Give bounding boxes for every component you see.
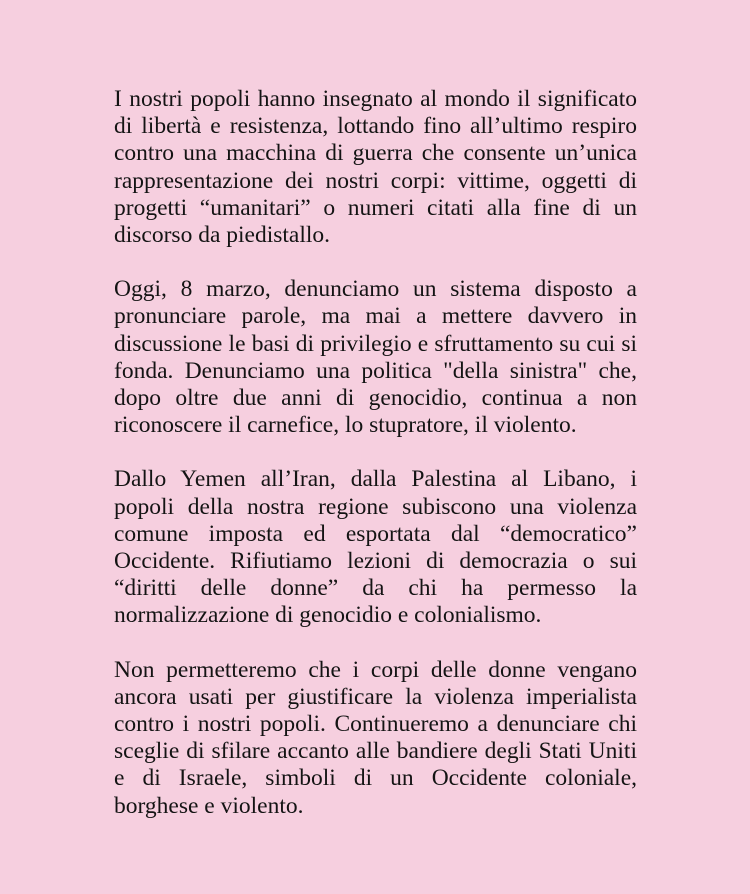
paragraph-3: Dallo Yemen all’Iran, dalla Palestina al Libano, i popoli della nostra regione subiscono una violenza comune imposta ed esportata dal “democratico” Occidente. Rifiutiamo lezioni di democrazia o sui “diritti delle donne” da chi ha permesso la normalizzazione di genocidio e colonialismo. — [114, 466, 637, 629]
paragraph-1: I nostri popoli hanno insegnato al mondo il significato di libertà e resistenza, lottando fino all’ultimo respiro contro una macchina di guerra che consente un’unica rappresentazione dei nostri corpi: vittime, oggetti di progetti “umanitari” o numeri citati alla fine di un discorso da piedistallo. — [114, 86, 637, 249]
statement-text — [114, 86, 637, 820]
paragraph-4: Non permetteremo che i corpi delle donne vengano ancora usati per giustificare la violenza imperialista contro i nostri popoli. Continueremo a denunciare chi sceglie di sfilare accanto alle bandiere degli Stati Uniti e di Israele, simboli di un Occidente coloniale, borghese e violento. — [114, 656, 637, 819]
paragraph-2: Oggi, 8 marzo, denunciamo un sistema disposto a pronunciare parole, ma mai a mettere davvero in discussione le basi di privilegio e sfruttamento su cui si fonda. Denunciamo una politica "della sinistra" che, dopo oltre due anni di genocidio, continua a non riconoscere il carnefice, lo stupratore, il violento. — [114, 276, 637, 439]
